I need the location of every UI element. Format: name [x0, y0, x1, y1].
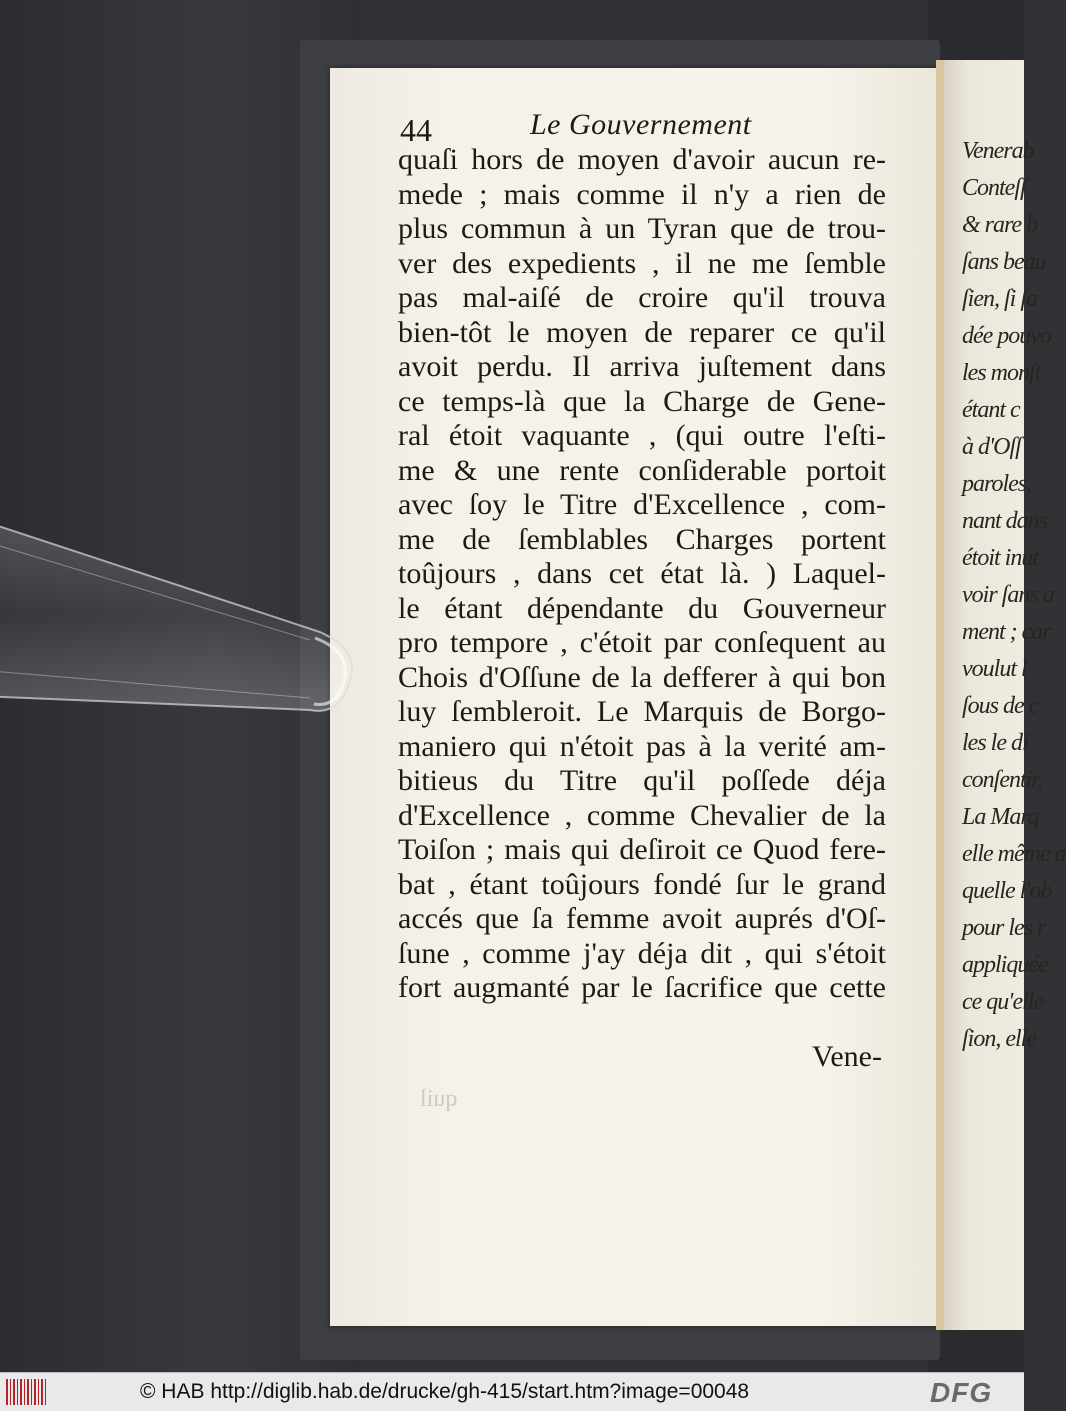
page-gutter-edge — [936, 60, 944, 1330]
copyright-link[interactable]: © HAB http://diglib.hab.de/drucke/gh-415/start.htm?image=00048 — [140, 1380, 750, 1403]
facing-page-line: elle même a — [962, 841, 1066, 867]
text-line: ver des expedients , il ne me ſemble — [398, 246, 886, 280]
running-title: Le Gouvernement — [530, 108, 752, 141]
facing-page-line: dée pouvo — [962, 323, 1051, 349]
text-line: quaſi hors de moyen d'avoir aucun re- — [398, 143, 886, 176]
facing-page-line: conſentir, — [962, 767, 1042, 793]
text-line: ce temps-là que la Charge de Gene- — [398, 384, 886, 418]
facing-page-line: paroles, — [962, 471, 1032, 497]
facing-page-line: & rare b — [962, 212, 1038, 238]
facing-page-line: voir ſans a — [962, 582, 1054, 608]
facing-page-line: les monſt — [962, 360, 1041, 386]
text-line: ral étoit vaquante , (qui outre l'eſti- — [398, 419, 886, 452]
facing-page-line: ſous de c — [962, 693, 1039, 719]
text-line: avoit perdu. Il arriva juſtement dans — [398, 350, 886, 383]
facing-page-line: ſien, ſi ſa — [962, 286, 1037, 312]
facing-page-line: nant dans — [962, 508, 1048, 534]
text-line: pas mal-aiſé de croire qu'il trouva — [398, 281, 886, 314]
text-line: mede ; mais comme il n'y a rien de — [398, 177, 886, 211]
text-line: bat , étant toûjours fondé ſur le grand — [398, 867, 886, 901]
text-line: luy ſembleroit. Le Marquis de Borgo- — [398, 695, 886, 728]
facing-page-line: La Marq — [962, 804, 1039, 830]
barcode-icon — [6, 1379, 46, 1405]
text-line: Chois d'Oſſune de la defferer à qui bon — [398, 660, 886, 694]
text-line: accés que ſa femme avoit auprés d'Oſ- — [398, 902, 886, 935]
facing-page-line: Conteſſ — [962, 175, 1026, 201]
text-line: me de ſemblables Charges portent — [398, 522, 886, 556]
text-line: d'Excellence , comme Chevalier de la — [398, 798, 886, 832]
facing-page — [944, 60, 1066, 1330]
facing-page-line: à d'Oſſ — [962, 434, 1021, 460]
facing-page-line: ment ; car — [962, 619, 1051, 645]
facing-page-line: quelle l'ob — [962, 878, 1052, 904]
text-line: le étant dépendante du Gouverneur — [398, 591, 886, 625]
text-line: bien-tôt le moyen de reparer ce qu'il — [398, 315, 886, 349]
text-line: ſune , comme j'ay déja dit , qui s'étoit — [398, 936, 886, 970]
facing-page-line: appliquée — [962, 952, 1048, 978]
facing-page-line: ſion, elle — [962, 1026, 1036, 1052]
catchword: Vene- — [812, 1040, 882, 1073]
text-line: fort augmanté par le ſacrifice que cette — [398, 971, 886, 1004]
text-line: maniero qui n'étoit pas à la verité am- — [398, 729, 886, 763]
text-line: plus commun à un Tyran que de trou- — [398, 212, 886, 245]
footer-bar — [0, 1372, 1024, 1411]
facing-page-line: ce qu'elle — [962, 989, 1044, 1015]
text-line: Toiſon ; mais qui deſiroit ce Quod fere- — [398, 833, 886, 866]
facing-page-line: étant c — [962, 397, 1020, 423]
facing-page-line: ſans beau — [962, 249, 1046, 275]
facing-page-line: Venerab — [962, 138, 1034, 164]
dfg-logo: DFG — [930, 1377, 993, 1408]
facing-page-line: étoit inut — [962, 545, 1038, 571]
facing-page-line: pour les r — [962, 915, 1046, 941]
text-line: pro tempore , c'étoit par conſequent au — [398, 626, 886, 659]
facing-page-line: les le di — [962, 730, 1028, 756]
text-line: toûjours , dans cet état là. ) Laquel- — [398, 557, 886, 590]
bleed-through-text: quil — [420, 1086, 458, 1112]
text-line: avec ſoy le Titre d'Excellence , com- — [398, 488, 886, 521]
page-number: 44 — [400, 112, 432, 148]
text-line: me & une rente conſiderable portoit — [398, 453, 886, 487]
text-line: bitieus du Titre qu'il poſſede déja — [398, 764, 886, 797]
facing-page-line: voulut l — [962, 656, 1027, 682]
